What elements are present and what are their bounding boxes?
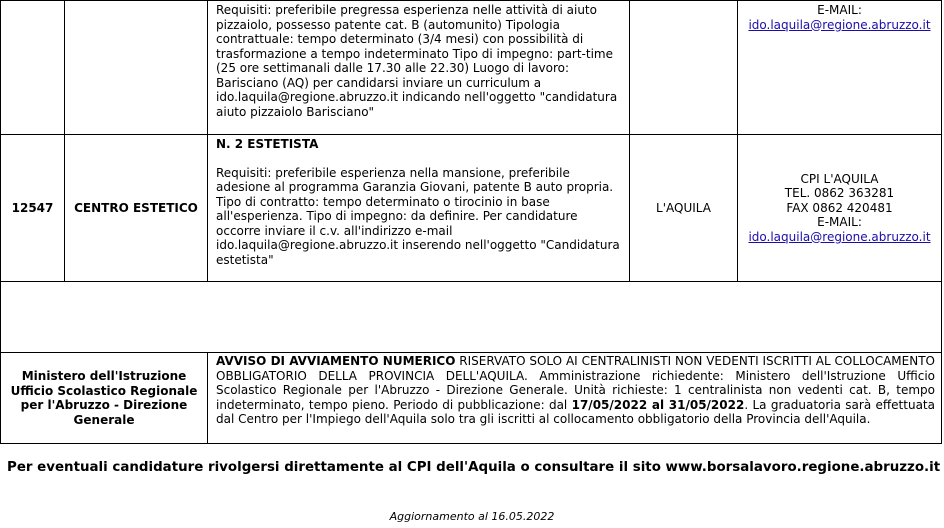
notice-period: 17/05/2022 al 31/05/2022 xyxy=(571,397,745,412)
empty-row xyxy=(1,282,942,353)
notice-row xyxy=(1,353,942,444)
table-row xyxy=(1,135,942,282)
contact-email-link[interactable]: ido.laquila@regione.abruzzo.it xyxy=(748,229,931,244)
job-description-cell xyxy=(208,135,630,282)
empty-cell xyxy=(1,282,942,353)
contact-cell xyxy=(738,1,942,135)
notice-text-cell xyxy=(208,353,942,444)
job-description-cell xyxy=(208,1,630,135)
job-id-cell: 12547 xyxy=(1,135,65,282)
contact-fax: FAX 0862 420481 xyxy=(786,200,893,215)
table-row xyxy=(1,1,942,135)
job-description: Requisiti: preferibile esperienza nella mansione, preferibile adesione al programma Garanzia Giovani, patente B auto propria. Tipo di contratto: tempo determinato o tirocinio in base all'esperienza. Tipo di impegno: da definire. Per candidature occorre inviare il c.v. all'indirizzo e-mail ido.laquila@regione.abruzzo.it inserendo nell'oggetto "Candidatura estetista" xyxy=(216,165,620,267)
notice-text-2: . La graduatoria sarà effettuata dal Centro per l'Impiego dell'Aquila solo tra gli iscritti al collocamento obbligatorio della Provincia dell'Aquila. xyxy=(216,397,935,426)
contact-email-link[interactable]: ido.laquila@regione.abruzzo.it xyxy=(748,17,931,32)
job-id-cell xyxy=(1,1,65,135)
contact-email-label: E-MAIL: xyxy=(817,3,862,17)
update-date: Aggiornamento al 16.05.2022 xyxy=(389,510,555,523)
contact-cell xyxy=(738,135,942,282)
company-cell: CENTRO ESTETICO xyxy=(65,135,208,282)
contact-email-label: E-MAIL: xyxy=(817,215,862,230)
job-description: Requisiti: preferibile pregressa esperienza nelle attività di aiuto pizzaiolo, possesso patente cat. B (automunito) Tipologia contrattuale: tempo determinato (3/4 mesi) con possibilità di trasformazione a tempo indeterminato Tipo di impegno: part-time (25 ore settimanali dalle 17.30 alle 22.30) Luogo di lavoro: Barisciano (AQ) per candidarsi inviare un curriculum a ido.laquila@regione.abruzzo.it indicando nell'oggetto "candidatura aiuto pizzaiolo Barisciano" xyxy=(216,3,618,119)
job-title: N. 2 ESTETISTA xyxy=(216,137,319,151)
notice-heading: AVVISO DI AVVIAMENTO NUMERICO xyxy=(216,354,456,368)
contact-phone: TEL. 0862 363281 xyxy=(784,186,895,201)
company-cell xyxy=(65,1,208,135)
location-cell: L'AQUILA xyxy=(630,135,738,282)
location-cell xyxy=(630,1,738,135)
notice-text-1: RISERVATO SOLO AI CENTRALINISTI NON VEDENTI ISCRITTI AL COLLOCAMENTO OBBLIGATORIO DELLA PROVINCIA DELL'AQUILA. Amministrazione richiedente: Ministero dell'Istruzione Ufficio Scolastico Regionale per l'Abruzzo - Direzione Generale. Unità richieste: 1 centralinista non vedenti cat. B, tempo indeterminato, tempo pieno. Periodo di pubblicazione: dal xyxy=(216,354,935,412)
contact-office: CPI L'AQUILA xyxy=(800,171,879,186)
notice-entity: Ministero dell'Istruzione Ufficio Scolastico Regionale per l'Abruzzo - Direzione Generale xyxy=(1,353,208,444)
footer-note: Per eventuali candidature rivolgersi direttamente al CPI dell'Aquila o consultare il sito www.borsalavoro.regione.abruzzo.it xyxy=(7,460,941,475)
